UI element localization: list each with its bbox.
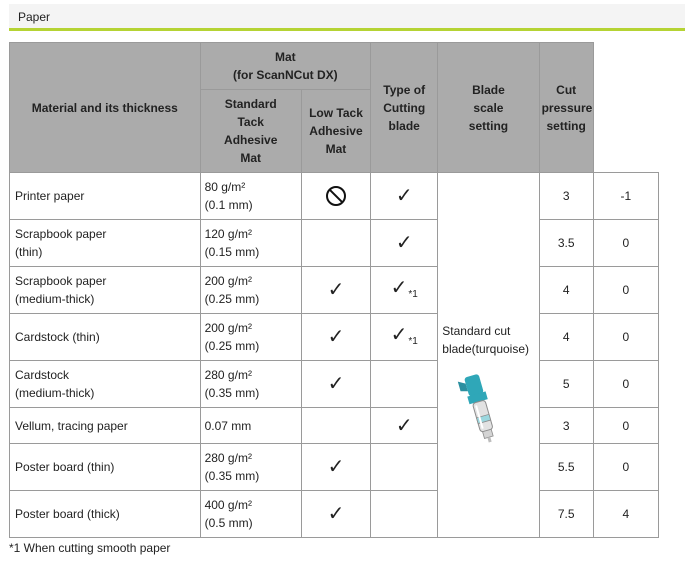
material-cell bbox=[10, 444, 201, 491]
low-tack-mat-cell bbox=[371, 220, 438, 267]
standard-mat-cell bbox=[301, 361, 370, 408]
check-icon: ✓ bbox=[395, 230, 413, 254]
header-cut-pressure bbox=[539, 43, 593, 173]
prohibited-icon bbox=[325, 185, 347, 207]
material-qualifier: (medium-thick) bbox=[15, 292, 95, 306]
header-blade-type-line1: Type of Cutting bbox=[383, 82, 426, 115]
thickness-cell bbox=[200, 361, 301, 408]
cut-pressure-cell: 0 bbox=[593, 444, 658, 491]
cut-pressure-cell: 0 bbox=[593, 361, 658, 408]
table-row bbox=[10, 491, 659, 538]
blade-scale-cell: 4 bbox=[539, 267, 593, 314]
thickness-mm: (0.25 mm) bbox=[204, 339, 260, 353]
header-blade-scale-line3: setting bbox=[468, 118, 509, 133]
cut-pressure-cell: 0 bbox=[593, 220, 658, 267]
cut-pressure-cell: -1 bbox=[593, 173, 658, 220]
standard-mat-cell bbox=[301, 173, 370, 220]
material-name: Poster board (thick) bbox=[15, 507, 120, 521]
table-row bbox=[10, 408, 659, 444]
cut-pressure-cell: 0 bbox=[593, 314, 658, 361]
header-blade-scale-line1: Blade bbox=[472, 82, 505, 97]
thickness-mm: (0.1 mm) bbox=[204, 198, 253, 212]
thickness-weight: 200 g/m² bbox=[204, 274, 252, 288]
header-low-tack-mat-line1: Low Tack bbox=[309, 106, 363, 120]
thickness-cell bbox=[200, 220, 301, 267]
material-cell bbox=[10, 408, 201, 444]
material-cell bbox=[10, 267, 201, 314]
material-name: Vellum, tracing paper bbox=[15, 418, 128, 433]
standard-mat-cell bbox=[301, 314, 370, 361]
material-name: Cardstock bbox=[15, 368, 70, 382]
standard-mat-cell bbox=[301, 220, 370, 267]
header-cut-pressure-line2: pressure bbox=[541, 100, 593, 115]
footnote: *1 When cutting smooth paper bbox=[9, 541, 171, 555]
header-blade-type-line2: blade bbox=[388, 118, 420, 133]
standard-mat-cell bbox=[301, 267, 370, 314]
thickness-mm: (0.5 mm) bbox=[204, 516, 253, 530]
section-header bbox=[9, 4, 685, 31]
material-cell bbox=[10, 220, 201, 267]
check-icon: ✓ bbox=[327, 501, 345, 525]
low-tack-mat-cell bbox=[371, 361, 438, 408]
blade-label-line1: Standard cut bbox=[442, 324, 511, 338]
check-icon: ✓ bbox=[395, 412, 413, 437]
thickness-mm: 0.07 mm bbox=[204, 418, 252, 433]
table-row bbox=[10, 444, 659, 491]
check-icon: ✓ bbox=[327, 454, 345, 478]
header-standard-mat-line3: Adhesive bbox=[224, 133, 278, 147]
low-tack-mat-cell bbox=[371, 408, 438, 444]
header-cut-pressure-line3: setting bbox=[546, 118, 586, 133]
blade-scale-cell: 7.5 bbox=[539, 491, 593, 538]
table-row bbox=[10, 314, 659, 361]
material-cell bbox=[10, 173, 201, 220]
thickness-weight: 120 g/m² bbox=[204, 227, 252, 241]
low-tack-mat-cell bbox=[371, 267, 438, 314]
check-icon: ✓ bbox=[327, 324, 345, 348]
header-cut-pressure-line1: Cut bbox=[556, 82, 577, 97]
header-blade-scale bbox=[438, 43, 539, 173]
thickness-cell bbox=[200, 267, 301, 314]
blade-label bbox=[442, 322, 536, 358]
header-material: Material and its thickness bbox=[10, 43, 201, 173]
header-standard-mat-line2: Tack bbox=[237, 115, 264, 129]
thickness-weight: 200 g/m² bbox=[204, 321, 252, 335]
header-mat-group-line1: Mat bbox=[275, 50, 296, 64]
blade-scale-cell: 4 bbox=[539, 314, 593, 361]
material-name: Poster board (thin) bbox=[15, 460, 115, 474]
thickness-weight: 400 g/m² bbox=[204, 498, 252, 512]
blade-scale-cell: 3 bbox=[539, 408, 593, 444]
material-cell bbox=[10, 361, 201, 408]
material-name: Scrapbook paper bbox=[15, 227, 107, 241]
thickness-weight: 280 g/m² bbox=[204, 451, 252, 465]
thickness-mm: (0.35 mm) bbox=[204, 469, 260, 483]
cut-pressure-cell: 4 bbox=[593, 491, 658, 538]
footnote-ref: *1 bbox=[408, 335, 418, 347]
header-standard-mat bbox=[200, 90, 301, 173]
cut-pressure-cell: 0 bbox=[593, 408, 658, 444]
blade-type-cell bbox=[438, 173, 539, 538]
header-standard-mat-line1: Standard bbox=[224, 97, 277, 111]
check-icon: ✓ bbox=[327, 371, 345, 395]
footnote-ref: *1 bbox=[408, 288, 418, 300]
table-row bbox=[10, 267, 659, 314]
blade-label-line2: blade(turquoise) bbox=[442, 342, 530, 356]
blade-scale-cell: 5.5 bbox=[539, 444, 593, 491]
table-row bbox=[10, 173, 659, 220]
low-tack-mat-cell bbox=[371, 491, 438, 538]
thickness-weight: 80 g/m² bbox=[204, 180, 246, 194]
blade-scale-cell: 3.5 bbox=[539, 220, 593, 267]
material-qualifier: (medium-thick) bbox=[15, 386, 95, 400]
thickness-cell bbox=[200, 444, 301, 491]
thickness-cell bbox=[200, 173, 301, 220]
header-low-tack-mat-line3: Mat bbox=[325, 142, 347, 156]
thickness-cell bbox=[200, 491, 301, 538]
material-name: Scrapbook paper bbox=[15, 274, 107, 288]
blade-scale-cell: 5 bbox=[539, 361, 593, 408]
header-standard-mat-line4: Mat bbox=[240, 151, 262, 165]
header-low-tack-mat bbox=[301, 90, 370, 173]
table-row bbox=[10, 361, 659, 408]
low-tack-mat-cell bbox=[371, 444, 438, 491]
thickness-weight: 280 g/m² bbox=[204, 368, 252, 382]
low-tack-mat-cell bbox=[371, 173, 438, 220]
thickness-cell bbox=[200, 408, 301, 444]
check-icon: ✓ bbox=[390, 274, 408, 299]
material-name: Cardstock (thin) bbox=[15, 330, 100, 344]
paper-settings-table bbox=[9, 42, 659, 538]
blade-icon bbox=[452, 368, 512, 448]
standard-mat-cell bbox=[301, 444, 370, 491]
standard-mat-cell bbox=[301, 491, 370, 538]
check-icon: ✓ bbox=[327, 277, 345, 301]
check-icon: ✓ bbox=[390, 321, 408, 346]
header-mat-group bbox=[200, 43, 371, 90]
standard-mat-cell bbox=[301, 408, 370, 444]
header-mat-group-line2: (for ScanNCut DX) bbox=[233, 68, 338, 82]
low-tack-mat-cell bbox=[371, 314, 438, 361]
thickness-mm: (0.35 mm) bbox=[204, 386, 260, 400]
section-title: Paper bbox=[18, 10, 51, 24]
header-low-tack-mat-line2: Adhesive bbox=[309, 124, 363, 138]
thickness-mm: (0.25 mm) bbox=[204, 292, 260, 306]
material-qualifier: (thin) bbox=[15, 245, 43, 259]
cut-pressure-cell: 0 bbox=[593, 267, 658, 314]
thickness-cell bbox=[200, 314, 301, 361]
material-name: Printer paper bbox=[15, 189, 85, 203]
material-cell bbox=[10, 314, 201, 361]
header-blade-scale-line2: scale bbox=[473, 100, 504, 115]
blade-scale-cell: 3 bbox=[539, 173, 593, 220]
table-row bbox=[10, 220, 659, 267]
check-icon: ✓ bbox=[395, 183, 413, 207]
material-cell bbox=[10, 491, 201, 538]
thickness-mm: (0.15 mm) bbox=[204, 245, 260, 259]
header-blade-type bbox=[371, 43, 438, 173]
